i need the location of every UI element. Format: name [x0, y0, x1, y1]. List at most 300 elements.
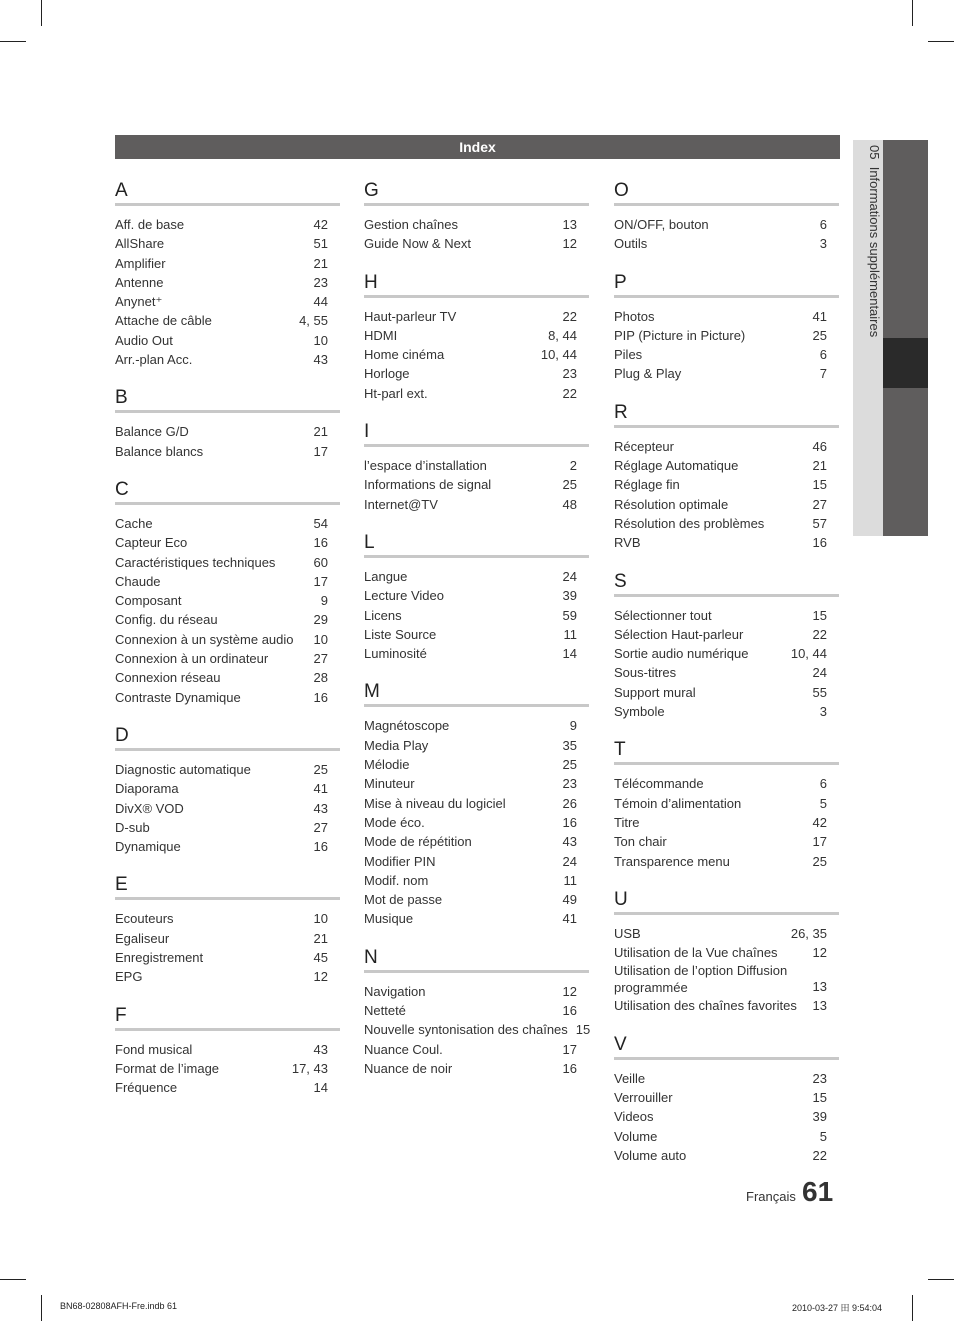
- index-entry: [614, 1069, 839, 1088]
- entry-term: Télécommande: [614, 776, 704, 792]
- entry-page: 22: [562, 385, 577, 401]
- index-entry: [115, 553, 340, 572]
- index-section: [364, 679, 589, 928]
- section-letter: B: [115, 387, 128, 409]
- entry-term: Résolution des problèmes: [614, 515, 765, 531]
- index-entry: [115, 799, 340, 818]
- index-entry: [115, 311, 340, 330]
- entry-term: Fréquence: [115, 1080, 178, 1096]
- entry-page: 24: [562, 853, 577, 869]
- index-entry: [614, 345, 839, 364]
- entry-page: 44: [313, 294, 328, 310]
- index-entry: [115, 591, 340, 610]
- entry-page: 13: [812, 979, 827, 995]
- index-entry: [614, 533, 839, 552]
- entry-page: 9: [320, 593, 328, 609]
- index-entry: [115, 533, 340, 552]
- section-letter: S: [614, 570, 627, 592]
- entry-term: Anynet⁺: [115, 294, 163, 310]
- index-entry: [614, 475, 839, 494]
- entry-term: Sélection Haut-parleur: [614, 626, 744, 642]
- entry-page: 23: [812, 1070, 827, 1086]
- crop-mark: [928, 41, 954, 42]
- index-entry: [364, 909, 589, 928]
- section-letter: D: [115, 724, 129, 746]
- entry-page: 13: [562, 217, 577, 232]
- index-entry: [364, 475, 589, 494]
- section-gap: [614, 254, 839, 270]
- index-entry: [364, 345, 589, 364]
- entry-page: 22: [812, 1147, 827, 1163]
- entry-term: Volume: [614, 1128, 658, 1144]
- entry-term: Utilisation de l’option Diffusion programmée: [614, 963, 788, 996]
- entry-page: 7: [819, 366, 827, 382]
- entry-page: 43: [313, 352, 328, 368]
- section-rule: [115, 1028, 340, 1031]
- entry-page: 42: [313, 217, 328, 232]
- crop-mark: [928, 1279, 954, 1280]
- index-entry: [364, 1040, 589, 1059]
- section-letter: R: [614, 401, 628, 423]
- entry-term: Piles: [614, 347, 643, 363]
- section-letter: A: [115, 180, 128, 201]
- index-entry: [614, 794, 839, 813]
- entry-term: AllShare: [115, 236, 165, 252]
- entry-page: 16: [562, 1003, 577, 1019]
- section-letter: O: [614, 180, 629, 201]
- print-file-info: BN68-02808AFH-Fre.indb 61: [60, 1301, 178, 1311]
- entry-page: 48: [562, 496, 577, 512]
- entry-term: Horloge: [364, 366, 410, 382]
- entry-term: l’espace d’installation: [364, 458, 487, 474]
- entry-page: 13: [812, 998, 827, 1014]
- index-entry: [364, 234, 589, 253]
- entry-term: Chaude: [115, 573, 161, 589]
- index-entry: [364, 644, 589, 663]
- entry-term: Veille: [614, 1070, 646, 1086]
- entry-page: 5: [819, 1128, 827, 1144]
- index-entry: [364, 307, 589, 326]
- index-section: [364, 945, 589, 1078]
- entry-page: 24: [562, 568, 577, 584]
- section-gap: [614, 553, 839, 569]
- entry-term: Lecture Video: [364, 588, 444, 604]
- entry-page: 43: [313, 800, 328, 816]
- entry-page: 27: [313, 651, 328, 667]
- index-entry: [364, 794, 589, 813]
- index-column-2: [364, 178, 589, 1078]
- index-entry: [115, 422, 340, 441]
- chapter-title: Informations supplémentaires: [867, 166, 882, 338]
- index-entry: [115, 630, 340, 649]
- entry-term: Liste Source: [364, 626, 437, 642]
- index-section: [115, 872, 340, 986]
- section-rule: [115, 748, 340, 751]
- entry-page: 42: [812, 814, 827, 830]
- entry-term: USB: [614, 925, 641, 941]
- page-title: Index: [115, 135, 840, 159]
- index-entry: [614, 774, 839, 793]
- section-gap: [364, 403, 589, 419]
- index-entry: [364, 364, 589, 383]
- entry-page: 26: [562, 795, 577, 811]
- index-entry: [115, 779, 340, 798]
- entry-term: Utilisation de la Vue chaînes: [614, 945, 778, 961]
- entry-term: Musique: [364, 911, 414, 927]
- entry-term: Mot de passe: [364, 892, 443, 908]
- crop-mark: [0, 41, 26, 42]
- entry-page: 59: [562, 607, 577, 623]
- section-rule: [614, 203, 839, 206]
- index-entry: [115, 610, 340, 629]
- entry-term: Caractéristiques techniques: [115, 554, 276, 570]
- index-column-3: [614, 178, 839, 1165]
- entry-term: Aff. de base: [115, 217, 185, 232]
- index-section: [364, 419, 589, 514]
- section-letter: U: [614, 888, 628, 910]
- entry-page: 23: [562, 776, 577, 792]
- index-entry: [614, 683, 839, 702]
- entry-page: 21: [313, 930, 328, 946]
- section-gap: [115, 707, 340, 723]
- section-gap: [364, 929, 589, 945]
- index-entry: [364, 982, 589, 1001]
- entry-page: 21: [313, 424, 328, 440]
- index-entry: [115, 837, 340, 856]
- index-entry: [115, 668, 340, 687]
- entry-term: Amplifier: [115, 255, 166, 271]
- entry-term: Nuance de noir: [364, 1060, 453, 1076]
- index-section: [115, 178, 340, 369]
- entry-page: 25: [562, 757, 577, 773]
- index-entry: [614, 326, 839, 345]
- index-entry: [614, 644, 839, 663]
- index-entry: [115, 273, 340, 292]
- index-entry: [614, 495, 839, 514]
- entry-term: Attache de câble: [115, 313, 212, 329]
- entry-term: Modifier PIN: [364, 853, 436, 869]
- index-entry: [115, 1040, 340, 1059]
- section-letter: H: [364, 271, 378, 293]
- index-entry: [364, 456, 589, 475]
- index-entry: [614, 606, 839, 625]
- index-entry: [115, 292, 340, 311]
- entry-page: 57: [812, 515, 827, 531]
- entry-page: 49: [562, 892, 577, 908]
- entry-page: 14: [562, 646, 577, 662]
- index-entry: [115, 514, 340, 533]
- entry-page: 28: [313, 670, 328, 686]
- section-gap: [614, 384, 839, 400]
- crop-mark: [912, 1295, 913, 1321]
- entry-page: 16: [812, 535, 827, 551]
- entry-page: 6: [819, 347, 827, 363]
- entry-term: Modif. nom: [364, 872, 429, 888]
- index-entry: [364, 1001, 589, 1020]
- entry-term: Nuance Coul.: [364, 1041, 443, 1057]
- entry-page: 51: [313, 236, 328, 252]
- entry-page: 10, 44: [790, 646, 827, 662]
- entry-term: Informations de signal: [364, 477, 492, 493]
- entry-term: Langue: [364, 568, 408, 584]
- entry-page: 16: [313, 689, 328, 705]
- index-entry: [115, 929, 340, 948]
- index-entry: [115, 215, 340, 234]
- index-entry: [364, 871, 589, 890]
- entry-term: HDMI: [364, 327, 398, 343]
- entry-term: Photos: [614, 308, 655, 324]
- entry-term: Luminosité: [364, 646, 427, 662]
- entry-page: 10, 44: [540, 347, 577, 363]
- entry-term: Connexion à un système audio: [115, 631, 294, 647]
- crop-mark: [0, 1279, 26, 1280]
- index-entry: [115, 818, 340, 837]
- section-rule: [364, 555, 589, 558]
- entry-page: 23: [562, 366, 577, 382]
- entry-page: 29: [313, 612, 328, 628]
- entry-term: Volume auto: [614, 1147, 687, 1163]
- section-rule: [364, 970, 589, 973]
- section-gap: [364, 254, 589, 270]
- index-entry: [115, 909, 340, 928]
- index-entry: [364, 774, 589, 793]
- section-rule: [364, 295, 589, 298]
- section-gap: [115, 461, 340, 477]
- index-entry: [614, 1088, 839, 1107]
- entry-page: 54: [313, 515, 328, 531]
- entry-page: 25: [313, 761, 328, 777]
- section-rule: [614, 912, 839, 915]
- section-rule: [614, 594, 839, 597]
- index-entry: [364, 1059, 589, 1078]
- entry-page: 46: [812, 438, 827, 454]
- index-entry: [614, 307, 839, 326]
- entry-page: 17: [313, 573, 328, 589]
- section-gap: [364, 514, 589, 530]
- index-section: [614, 1032, 839, 1165]
- entry-page: 25: [562, 477, 577, 493]
- entry-term: Diaporama: [115, 781, 179, 797]
- index-section: [115, 723, 340, 856]
- entry-term: Licens: [364, 607, 402, 623]
- section-rule: [614, 1057, 839, 1060]
- index-section: [614, 178, 839, 254]
- entry-page: 2: [569, 458, 577, 474]
- index-entry: [115, 442, 340, 461]
- entry-term: Verrouiller: [614, 1090, 673, 1106]
- section-rule: [115, 502, 340, 505]
- entry-page: 25: [812, 327, 827, 343]
- index-section: [115, 477, 340, 707]
- section-letter: M: [364, 681, 380, 703]
- chapter-number: 05: [867, 145, 882, 160]
- entry-page: 41: [812, 308, 827, 324]
- index-entry: [614, 1127, 839, 1146]
- index-entry: [364, 736, 589, 755]
- entry-term: Diagnostic automatique: [115, 761, 251, 777]
- index-entry: [614, 456, 839, 475]
- index-entry: [115, 572, 340, 591]
- entry-term: Composant: [115, 593, 182, 609]
- entry-page: 3: [819, 236, 827, 252]
- index-entry: [364, 890, 589, 909]
- entry-page: 12: [562, 983, 577, 999]
- index-entry: [115, 350, 340, 369]
- entry-page: 27: [313, 819, 328, 835]
- index-entry: [115, 1059, 340, 1078]
- index-entry: [614, 1107, 839, 1126]
- entry-term: Mode éco.: [364, 814, 425, 830]
- section-gap: [115, 856, 340, 872]
- index-entry: [364, 586, 589, 605]
- section-rule: [364, 444, 589, 447]
- entry-page: 10: [313, 631, 328, 647]
- section-gap: [115, 987, 340, 1003]
- index-section: [364, 530, 589, 663]
- section-rule: [614, 762, 839, 765]
- entry-term: Témoin d’alimentation: [614, 795, 742, 811]
- index-section: [115, 1003, 340, 1098]
- index-entry: [115, 331, 340, 350]
- section-letter: E: [115, 874, 128, 896]
- print-datetime: 2010-03-27 田 9:54:04: [792, 1303, 883, 1313]
- entry-term: Magnétoscope: [364, 718, 450, 734]
- index-section: [614, 270, 839, 384]
- index-entry: [115, 649, 340, 668]
- entry-page: 60: [313, 554, 328, 570]
- entry-term: Symbole: [614, 704, 665, 720]
- entry-term: Netteté: [364, 1003, 406, 1019]
- entry-page: 12: [812, 945, 827, 961]
- crop-mark: [41, 0, 42, 26]
- index-section: [614, 737, 839, 870]
- index-entry: [614, 962, 839, 996]
- section-gap: [614, 721, 839, 737]
- entry-term: Format de l’image: [115, 1060, 220, 1076]
- entry-term: Outils: [614, 236, 648, 252]
- entry-page: 45: [313, 950, 328, 966]
- section-letter: C: [115, 478, 129, 500]
- index-entry: [364, 384, 589, 403]
- index-section: [364, 270, 589, 403]
- entry-term: D-sub: [115, 819, 150, 835]
- entry-term: Mise à niveau du logiciel: [364, 795, 506, 811]
- index-entry: [614, 996, 839, 1015]
- entry-term: Fond musical: [115, 1041, 193, 1057]
- entry-page: 43: [562, 834, 577, 850]
- entry-term: Sélectionner tout: [614, 607, 712, 623]
- entry-page: 4, 55: [299, 313, 328, 329]
- entry-page: 17: [313, 443, 328, 459]
- entry-term: Egaliseur: [115, 930, 170, 946]
- index-entry: [364, 495, 589, 514]
- index-entry: [364, 813, 589, 832]
- entry-term: Nouvelle syntonisation des chaînes: [364, 1022, 568, 1038]
- entry-term: Ht-parl ext.: [364, 385, 428, 401]
- index-entry: [364, 567, 589, 586]
- index-entry: [614, 1146, 839, 1165]
- entry-page: 5: [819, 795, 827, 811]
- entry-page: 10: [313, 911, 328, 927]
- entry-page: 11: [563, 626, 577, 642]
- entry-term: EPG: [115, 969, 143, 985]
- entry-term: Navigation: [364, 983, 426, 999]
- entry-term: ON/OFF, bouton: [614, 217, 709, 232]
- entry-page: 12: [562, 236, 577, 252]
- section-gap: [115, 369, 340, 385]
- index-entry: [115, 688, 340, 707]
- section-gap: [614, 1016, 839, 1032]
- entry-term: Balance blancs: [115, 443, 204, 459]
- entry-page: 39: [812, 1109, 827, 1125]
- entry-term: Cache: [115, 515, 153, 531]
- index-entry: [364, 326, 589, 345]
- entry-term: Support mural: [614, 684, 696, 700]
- entry-page: 22: [812, 626, 827, 642]
- entry-page: 17: [812, 834, 827, 850]
- entry-term: Minuteur: [364, 776, 415, 792]
- entry-term: Haut-parleur TV: [364, 308, 457, 324]
- index-entry: [614, 924, 839, 943]
- index-column-1: [115, 178, 340, 1098]
- index-entry: [614, 813, 839, 832]
- entry-page: 9: [569, 718, 577, 734]
- section-letter: P: [614, 271, 627, 293]
- section-letter: V: [614, 1033, 627, 1055]
- section-letter: L: [364, 531, 375, 553]
- index-entry: [614, 702, 839, 721]
- entry-page: 12: [313, 969, 328, 985]
- index-entry: [614, 514, 839, 533]
- index-section: [115, 385, 340, 461]
- footer-language: Français: [746, 1189, 796, 1204]
- entry-page: 6: [819, 217, 827, 232]
- entry-page: 15: [812, 1090, 827, 1106]
- entry-page: 24: [812, 665, 827, 681]
- index-entry: [115, 967, 340, 986]
- entry-page: 41: [313, 781, 328, 797]
- index-entry: [115, 234, 340, 253]
- crop-mark: [41, 1295, 42, 1321]
- index-section: [614, 400, 839, 553]
- entry-term: Plug & Play: [614, 366, 682, 382]
- index-section: [614, 569, 839, 722]
- entry-page: 17: [562, 1041, 577, 1057]
- entry-page: 16: [562, 1060, 577, 1076]
- section-gap: [364, 663, 589, 679]
- entry-page: 15: [812, 607, 827, 623]
- section-letter: F: [115, 1004, 127, 1026]
- section-rule: [115, 897, 340, 900]
- section-letter: N: [364, 946, 378, 968]
- entry-page: 35: [562, 737, 577, 753]
- entry-page: 23: [313, 274, 328, 290]
- section-rule: [364, 704, 589, 707]
- entry-term: Enregistrement: [115, 950, 204, 966]
- entry-term: Utilisation des chaînes favorites: [614, 998, 797, 1014]
- entry-page: 26, 35: [790, 925, 827, 941]
- entry-term: Ton chair: [614, 834, 667, 850]
- index-entry: [364, 625, 589, 644]
- entry-term: Connexion à un ordinateur: [115, 651, 269, 667]
- entry-term: DivX® VOD: [115, 800, 184, 816]
- entry-term: Sortie audio numérique: [614, 646, 749, 662]
- section-rule: [364, 203, 589, 206]
- entry-term: Config. du réseau: [115, 612, 218, 628]
- section-rule: [614, 295, 839, 298]
- entry-page: 14: [313, 1080, 328, 1096]
- index-entry: [364, 852, 589, 871]
